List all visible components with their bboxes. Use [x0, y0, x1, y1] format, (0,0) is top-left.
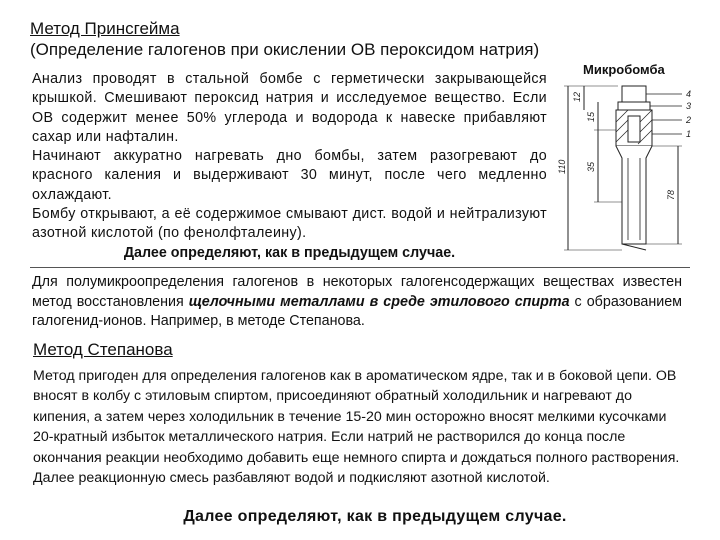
title-method-name: Метод Принсгейма: [30, 19, 180, 38]
microbomb-diagram: [557, 82, 700, 260]
dim-label-78: 78: [666, 189, 676, 200]
callout-4: 4: [686, 89, 692, 99]
callout-2: 2: [686, 115, 692, 125]
dim-label-35: 35: [586, 161, 596, 172]
bomb-cap-flange: [618, 102, 650, 110]
final-conclusion-text: Далее определяют, как в предыдущем случае.: [183, 508, 567, 525]
callout-3: 3: [686, 101, 692, 111]
bomb-inner-chamber: [628, 116, 640, 142]
stepanov-paragraph-1: Метод пригоден для определения галогенов как в ароматическом ядре, так и в боковой цепи. ОВ вносят в колбу с этиловым спиртом, присоединяют обратный холодильник и нагревают до кипения, а затем через холодильник в течение 15-20 мин осторожно вносят мелкими кусочками 20-кратный избыток металлического натрия. Если натрий не растворился до конца после окончания реакции необходимо добавить еще немного спирта и дождаться полного растворения.: [33, 368, 680, 466]
dim-label-110: 110: [557, 159, 567, 174]
intro-paragraph-1: Анализ проводят в стальной бомбе с герметически закрывающейся крышкой. Смешивают пероксид натрия и исследуемое вещество. Если ОВ содержит менее 50% углерода и водорода к навеске прибавляют сахар или нафталин.: [32, 71, 547, 145]
semimicro-emphasis: щелочными металлами в среде этилового спирта: [188, 293, 570, 310]
bomb-cap: [622, 86, 646, 102]
semimicro-paragraph: [32, 273, 682, 332]
callout-1: 1: [686, 129, 692, 139]
semimicro-text-before: Для полумикроопределения галогенов в некоторых галогенсодержащих веществах известен метод восстановления: [32, 274, 682, 310]
intro-paragraph-2: Начинают аккуратно нагревать дно бомбы, затем разогревают до красного каления и выдерживают 30 минут, после чего медленно охлаждают.: [32, 148, 547, 203]
stepanov-paragraph-2: Далее реакционную смесь разбавляют водой и подкисляют азотной кислотой.: [33, 470, 550, 487]
bomb-body: [616, 146, 652, 244]
stepanov-heading: Метод Степанова: [33, 340, 173, 359]
stepanov-section: [33, 366, 688, 488]
dim-label-12: 12: [572, 91, 582, 102]
page-title: [30, 18, 539, 60]
intro-conclusion: Далее определяют, как в предыдущем случае.: [123, 244, 456, 261]
figure-label: Микробомба: [583, 62, 665, 77]
dim-label-15: 15: [586, 111, 596, 122]
section-divider: [30, 267, 690, 268]
intro-section: [32, 70, 547, 263]
final-conclusion: [0, 508, 720, 526]
title-subtitle: (Определение галогенов при окислении ОВ пероксидом натрия): [30, 40, 540, 59]
semimicro-text-after: с образованием галогенид-ионов. Например, в методе Степанова.: [32, 293, 683, 329]
intro-paragraph-3: Бомбу открывают, а её содержимое смывают дист. водой и нейтрализуют азотной кислотой (по фенолфталеину).: [32, 206, 547, 242]
